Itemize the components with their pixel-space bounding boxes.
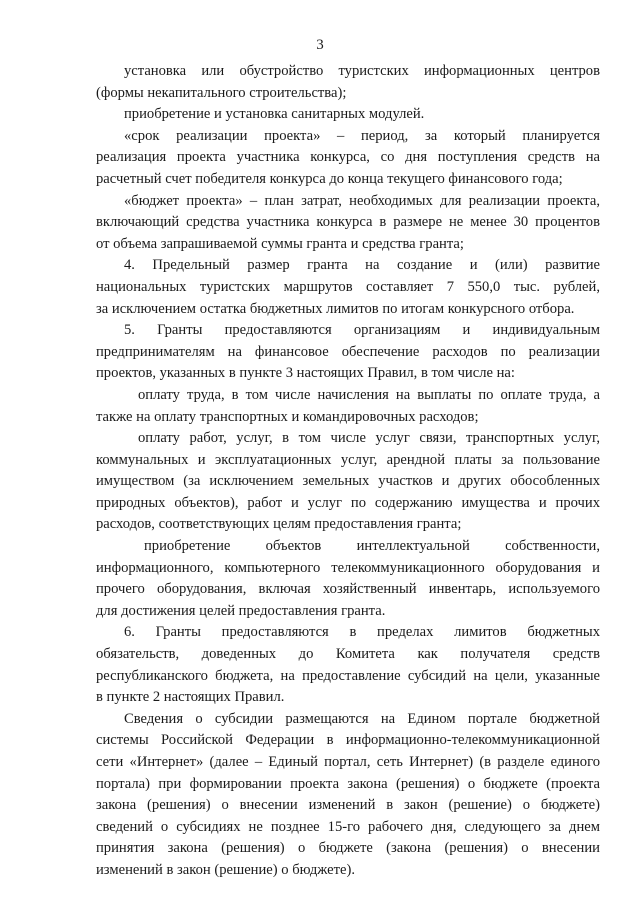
text-line: имуществом (за исключением земельных участков и других обособленных [96, 473, 600, 490]
text-line: сведений о субсидиях не позднее 15-го рабочего дня, следующего за днем [96, 818, 600, 835]
text-line: принятия закона (решения) о бюджете (закона (решения) о внесении [96, 840, 600, 857]
text-line: прочего оборудования, включая хозяйственный инвентарь, используемого [96, 581, 600, 598]
text-line: национальных туристских маршрутов составляет 7 550,0 тыс. рублей, [96, 278, 600, 295]
text-line: сети «Интернет» (далее – Единый портал, сеть Интернет) (в разделе единого [96, 754, 600, 770]
text-line: в пункте 2 настоящих Правил. [96, 689, 285, 706]
text-line: расчетный счет победителя конкурса до конца текущего финансового года; [96, 170, 563, 187]
text-line: для достижения целей предоставления гранта. [96, 602, 386, 619]
text-line: «бюджет проекта» – план затрат, необходимых для реализации проекта, [124, 192, 600, 209]
text-line: системы Российской Федерации в информационно-телекоммуникационной [96, 732, 600, 749]
text-line: проектов, указанных в пункте 3 настоящих Правил, в том числе на: [96, 365, 515, 382]
text-line: портала) при формировании проекта закона (решения) о бюджете (проекта [96, 775, 600, 792]
text-line: также на оплату транспортных и командировочных расходов; [96, 408, 479, 425]
text-line: закона (решения) о внесении изменений в закон (решение) о бюджете) [96, 797, 600, 814]
text-line: приобретение объектов интеллектуальной собственности, [144, 538, 600, 555]
text-line: установка или обустройство туристских информационных центров [124, 63, 600, 79]
text-line: за исключением остатка бюджетных лимитов по итогам конкурсного отбора. [96, 300, 575, 317]
text-line: 5. Гранты предоставляются организациям и индивидуальным [124, 322, 600, 339]
text-line: (формы некапитального строительства); [96, 84, 347, 101]
text-line: от объема запрашиваемой суммы гранта и средства гранта; [96, 235, 464, 252]
text-line: коммунальных и эксплуатационных услуг, арендной платы за пользование [96, 451, 600, 468]
text-line: расходов, соответствующих целям предоставления гранта; [96, 516, 462, 533]
text-line: обязательств, доведенных до Комитета как получателя средств [96, 646, 600, 663]
text-line: 6. Гранты предоставляются в пределах лимитов бюджетных [124, 624, 600, 641]
page-number: 3 [316, 37, 324, 53]
text-line: предпринимателям на финансовое обеспечение расходов по реализации [96, 343, 600, 360]
text-line: республиканского бюджета, на предоставление субсидий на цели, указанные [96, 667, 600, 684]
text-line: оплату труда, в том числе начисления на выплаты по оплате труда, а [138, 386, 600, 403]
text-line: 4. Предельный размер гранта на создание и (или) развитие [124, 257, 600, 274]
text-line: реализация проекта участника конкурса, со дня поступления средств на [96, 149, 600, 166]
text-line: включающий средства участника конкурса в размере не менее 30 процентов [96, 214, 600, 231]
text-line: Сведения о субсидии размещаются на Едином портале бюджетной [124, 710, 600, 727]
text-line: изменений в закон (решение) о бюджете). [96, 861, 355, 878]
text-line: приобретение и установка санитарных модулей. [124, 106, 425, 123]
text-line: информационного, компьютерного телекоммуникационного оборудования и [96, 559, 600, 576]
text-line: природных объектов), работ и услуг по содержанию имущества и прочих [96, 494, 600, 511]
text-line: оплату работ, услуг, в том числе услуг связи, транспортных услуг, [138, 430, 600, 447]
text-line: «срок реализации проекта» – период, за который планируется [124, 127, 600, 144]
document-body [96, 61, 600, 882]
